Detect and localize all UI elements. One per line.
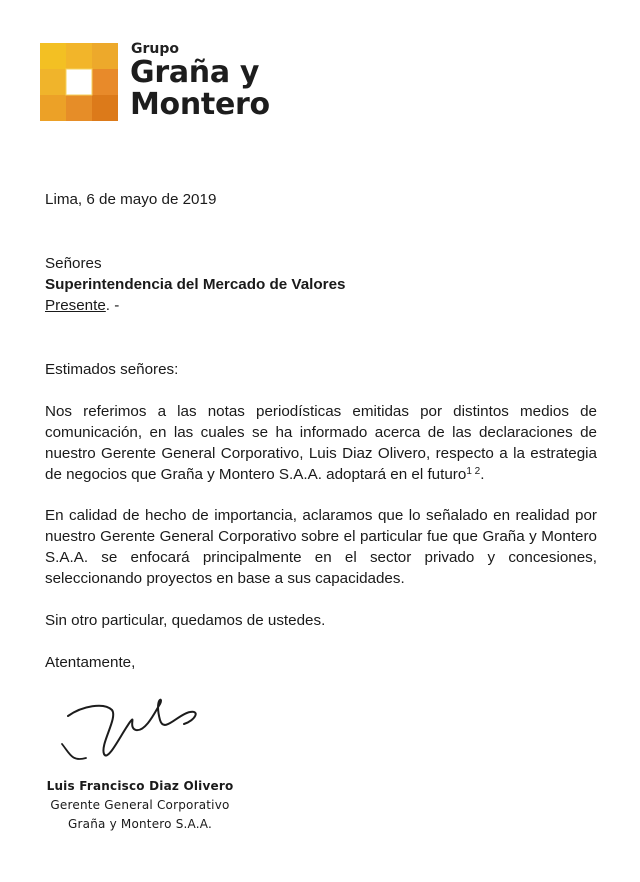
recipient-block xyxy=(45,253,597,316)
company-logo xyxy=(40,41,300,123)
letter-date: Lima, 6 de mayo de 2019 xyxy=(45,191,217,208)
letter-greeting: Estimados señores: xyxy=(45,361,179,378)
paragraph-1 xyxy=(45,401,597,485)
signer-title: Gerente General Corporativo xyxy=(50,798,230,812)
presente-underlined: Presente xyxy=(45,297,106,314)
logo-company-name xyxy=(130,57,270,121)
logo-name-line2: Montero xyxy=(130,87,270,122)
signoff: Atentamente, xyxy=(45,654,136,671)
logo-mark-icon xyxy=(40,43,118,121)
signer-company: Graña y Montero S.A.A. xyxy=(68,817,212,831)
footnote-markers: 1 2 xyxy=(466,466,481,477)
presente-suffix: . - xyxy=(105,297,120,314)
handwritten-signature xyxy=(60,684,220,764)
paragraph-1-end: . xyxy=(480,466,485,483)
signer-block xyxy=(30,777,250,834)
logo-grupo-text: Grupo xyxy=(131,41,180,57)
recipient-salutation: Señores xyxy=(45,255,102,272)
recipient-presente xyxy=(45,295,597,316)
logo-name-line1: Graña y xyxy=(130,55,260,90)
paragraph-2: En calidad de hecho de importancia, aclaramos que lo señalado en realidad por nuestro Gerente General Corporativo sobre el particular fue que Graña y Montero S.A.A. se enfocará principalmente en el sector privado y concesiones, seleccionando proyectos en base a sus capacidades. xyxy=(45,507,597,587)
recipient-organization: Superintendencia del Mercado de Valores xyxy=(45,276,346,293)
signer-name: Luis Francisco Diaz Olivero xyxy=(46,779,234,793)
paragraph-1-text: Nos referimos a las notas periodísticas emitidas por distintos medios de comunicación, en las cuales se ha informado acerca de las declaraciones de nuestro Gerente General Corporativo, Luis Diaz Olivero, respecto a la estrategia de negocios que Graña y Montero S.A.A. adoptará en el futuro xyxy=(45,403,597,483)
closing-line: Sin otro particular, quedamos de ustedes. xyxy=(45,612,326,629)
